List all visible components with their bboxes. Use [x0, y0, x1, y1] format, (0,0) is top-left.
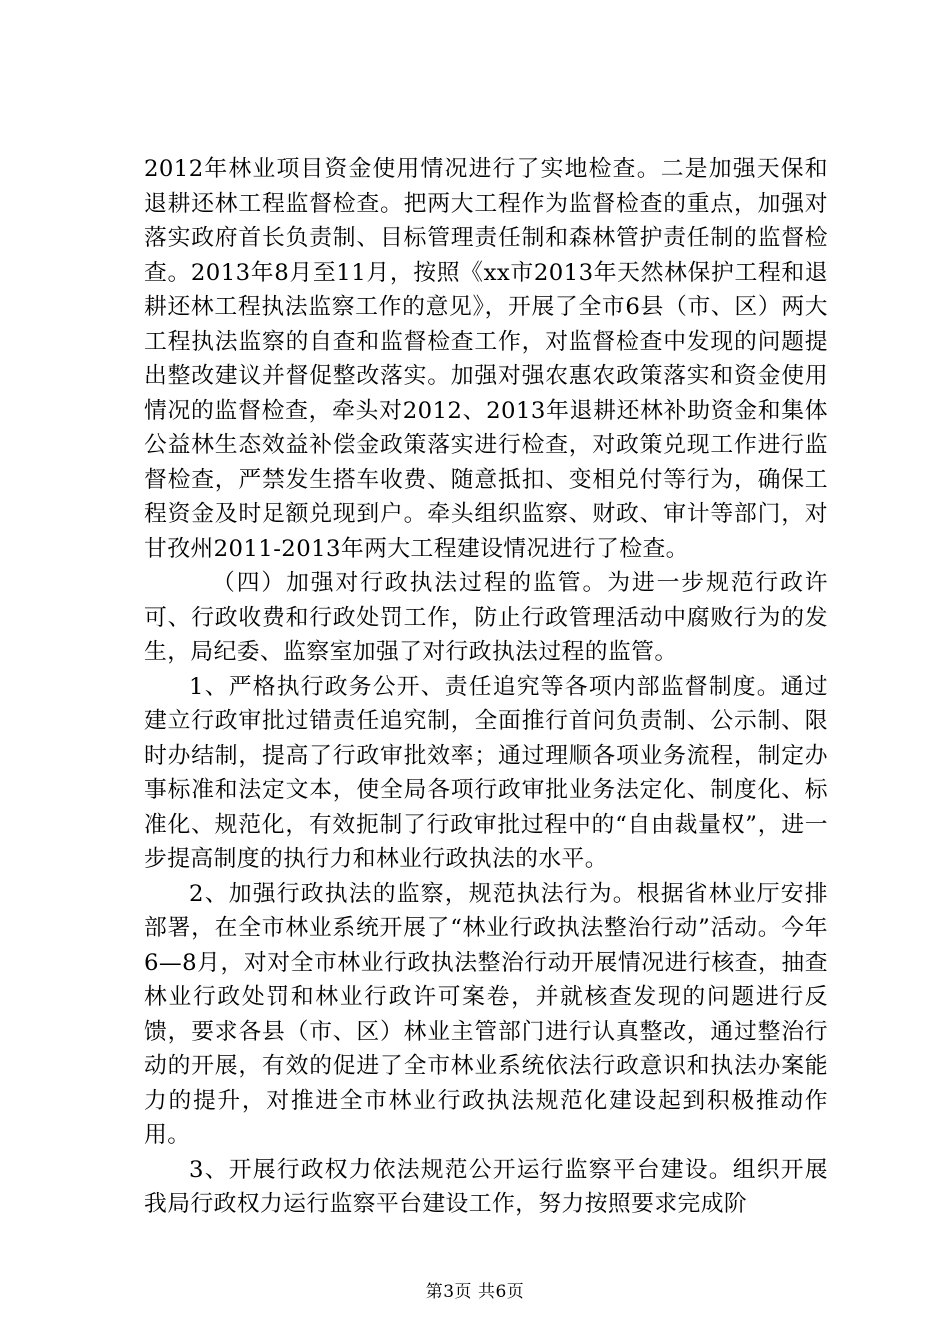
paragraph-2-section-heading: （四）加强对行政执法过程的监管。为进一步规范行政许可、行政收费和行政处罚工作，防止行政管理活动中腐败行为的发生，局纪委、监察室加强了对行政执法过程的监管。 [144, 570, 828, 665]
paragraph-5: 3、开展行政权力依法规范公开运行监察平台建设。组织开展我局行政权力运行监察平台建设工作，努力按照要求完成阶 [144, 1156, 828, 1217]
page-number-footer: 第3页 共6页 [425, 1282, 525, 1302]
paragraph-3: 1、严格执行政务公开、责任追究等各项内部监督制度。通过建立行政审批过错责任追究制，全面推行首问负责制、公示制、限时办结制，提高了行政审批效率；通过理顺各项业务流程，制定办事标准和法定文本，使全局各项行政审批业务法定化、制度化、标准化、规范化，有效扼制了行政审批过程中的“自由裁量权”，进一步提高制度的执行力和林业行政执法的水平。 [144, 673, 828, 872]
document-body [144, 152, 828, 1222]
paragraph-4: 2、加强行政执法的监察，规范执法行为。根据省林业厅安排部署，在全市林业系统开展了“林业行政执法整治行动”活动。今年6—8月，对对全市林业行政执法整治行动开展情况进行核查，抽查林业行政处罚和林业行政许可案卷，并就核查发现的问题进行反馈，要求各县（市、区）林业主管部门进行认真整改，通过整治行动的开展，有效的促进了全市林业系统依法行政意识和执法办案能力的提升，对推进全市林业行政执法规范化建设起到积极推动作用。 [144, 880, 828, 1148]
paragraph-1: 2012年林业项目资金使用情况进行了实地检查。二是加强天保和退耕还林工程监督检查。把两大工程作为监督检查的重点，加强对落实政府首长负责制、目标管理责任制和森林管护责任制的监督检查。2013年8月至11月，按照《xx市2013年天然林保护工程和退耕还林工程执法监察工作的意见》，开展了全市6县（市、区）两大工程执法监察的自查和监督检查工作，对监督检查中发现的问题提出整改建议并督促整改落实。加强对强农惠农政策落实和资金使用情况的监督检查，牵头对2012、2013年退耕还林补助资金和集体公益林生态效益补偿金政策落实进行检查，对政策兑现工作进行监督检查，严禁发生搭车收费、随意抵扣、变相兑付等行为，确保工程资金及时足额兑现到户。牵头组织监察、财政、审计等部门，对甘孜州2011-2013年两大工程建设情况进行了检查。 [144, 156, 828, 562]
